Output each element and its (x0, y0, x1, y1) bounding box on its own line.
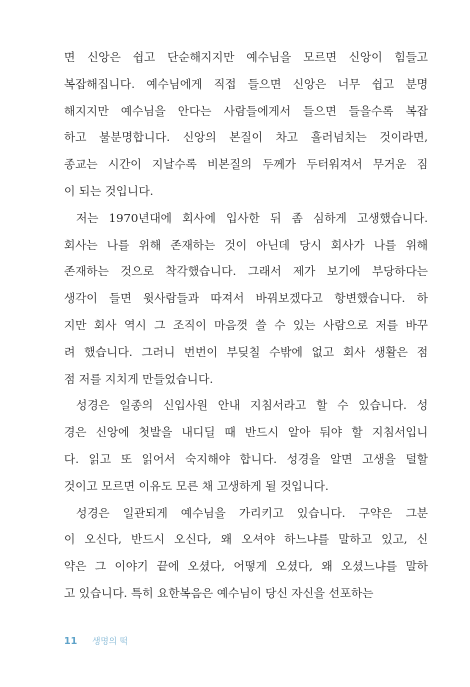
text-line: 이 되는 것입니다. (64, 183, 154, 198)
text-line: 지만 회사 역시 그 조직이 마음껏 쓸 수 있는 사람으로 저를 바꾸 (64, 317, 428, 332)
body-text (64, 44, 428, 607)
text-line: 회사는 나를 위해 존재하는 것이 아닌데 당시 회사가 나를 위해 (64, 237, 428, 252)
text-line: 다. 읽고 또 읽어서 숙지해야 합니다. 성경을 알면 고생을 덜할 (64, 451, 428, 466)
paragraph (64, 392, 428, 499)
text-line: 경은 신앙에 첫발을 내디딜 때 반드시 알아 둬야 할 지침서입니 (64, 425, 428, 440)
text-line: 해지지만 예수님을 안다는 사람들에게서 들으면 들을수록 복잡 (64, 103, 428, 118)
page-footer (64, 636, 128, 648)
text-line: 고 있습니다. 특히 요한복음은 예수님이 당신 자신을 선포하는 (64, 585, 374, 600)
text-line: 것이고 모르면 이유도 모른 채 고생하게 될 것입니다. (64, 478, 329, 493)
text-line: 성경은 일종의 신입사원 안내 지침서라고 할 수 있습니다. 성 (76, 398, 428, 413)
paragraph (64, 500, 428, 607)
paragraph (64, 205, 428, 393)
text-line: 생각이 들면 윗사람들과 따져서 바꿔보겠다고 항변했습니다. 하 (64, 291, 428, 306)
page-number: 11 (64, 636, 78, 647)
text-line: 면 신앙은 쉽고 단순해지지만 예수님을 모르면 신앙이 힘들고 (64, 50, 428, 64)
paragraph (64, 44, 428, 205)
text-line: 점 저를 지치게 만들었습니다. (64, 371, 214, 386)
text-line: 약은 그 이야기 끝에 오셨다, 어떻게 오셨다, 왜 오셨느냐를 말하 (64, 559, 428, 574)
running-title: 생명의 떡 (92, 637, 128, 647)
text-line: 존재하는 것으로 착각했습니다. 그래서 제가 보기에 부당하다는 (64, 264, 428, 279)
text-line: 려 했습니다. 그러니 번번이 부딪칠 수밖에 없고 회사 생활은 점 (64, 344, 428, 359)
text-line: 복잡해집니다. 예수님에게 직접 들으면 신앙은 너무 쉽고 분명 (64, 76, 428, 91)
text-line: 종교는 시간이 지날수록 비본질의 두께가 두터워져서 무거운 짐 (64, 157, 428, 172)
text-line: 성경은 일관되게 예수님을 가리키고 있습니다. 구약은 그분 (76, 505, 428, 520)
text-line: 이 오신다, 반드시 오신다, 왜 오셔야 하느냐를 말하고 있고, 신 (64, 532, 428, 547)
text-line: 하고 불분명합니다. 신앙의 본질이 차고 흘러넘치는 것이라면, (64, 130, 428, 145)
text-line: 저는 1970년대에 회사에 입사한 뒤 좀 심하게 고생했습니다. (76, 210, 428, 225)
